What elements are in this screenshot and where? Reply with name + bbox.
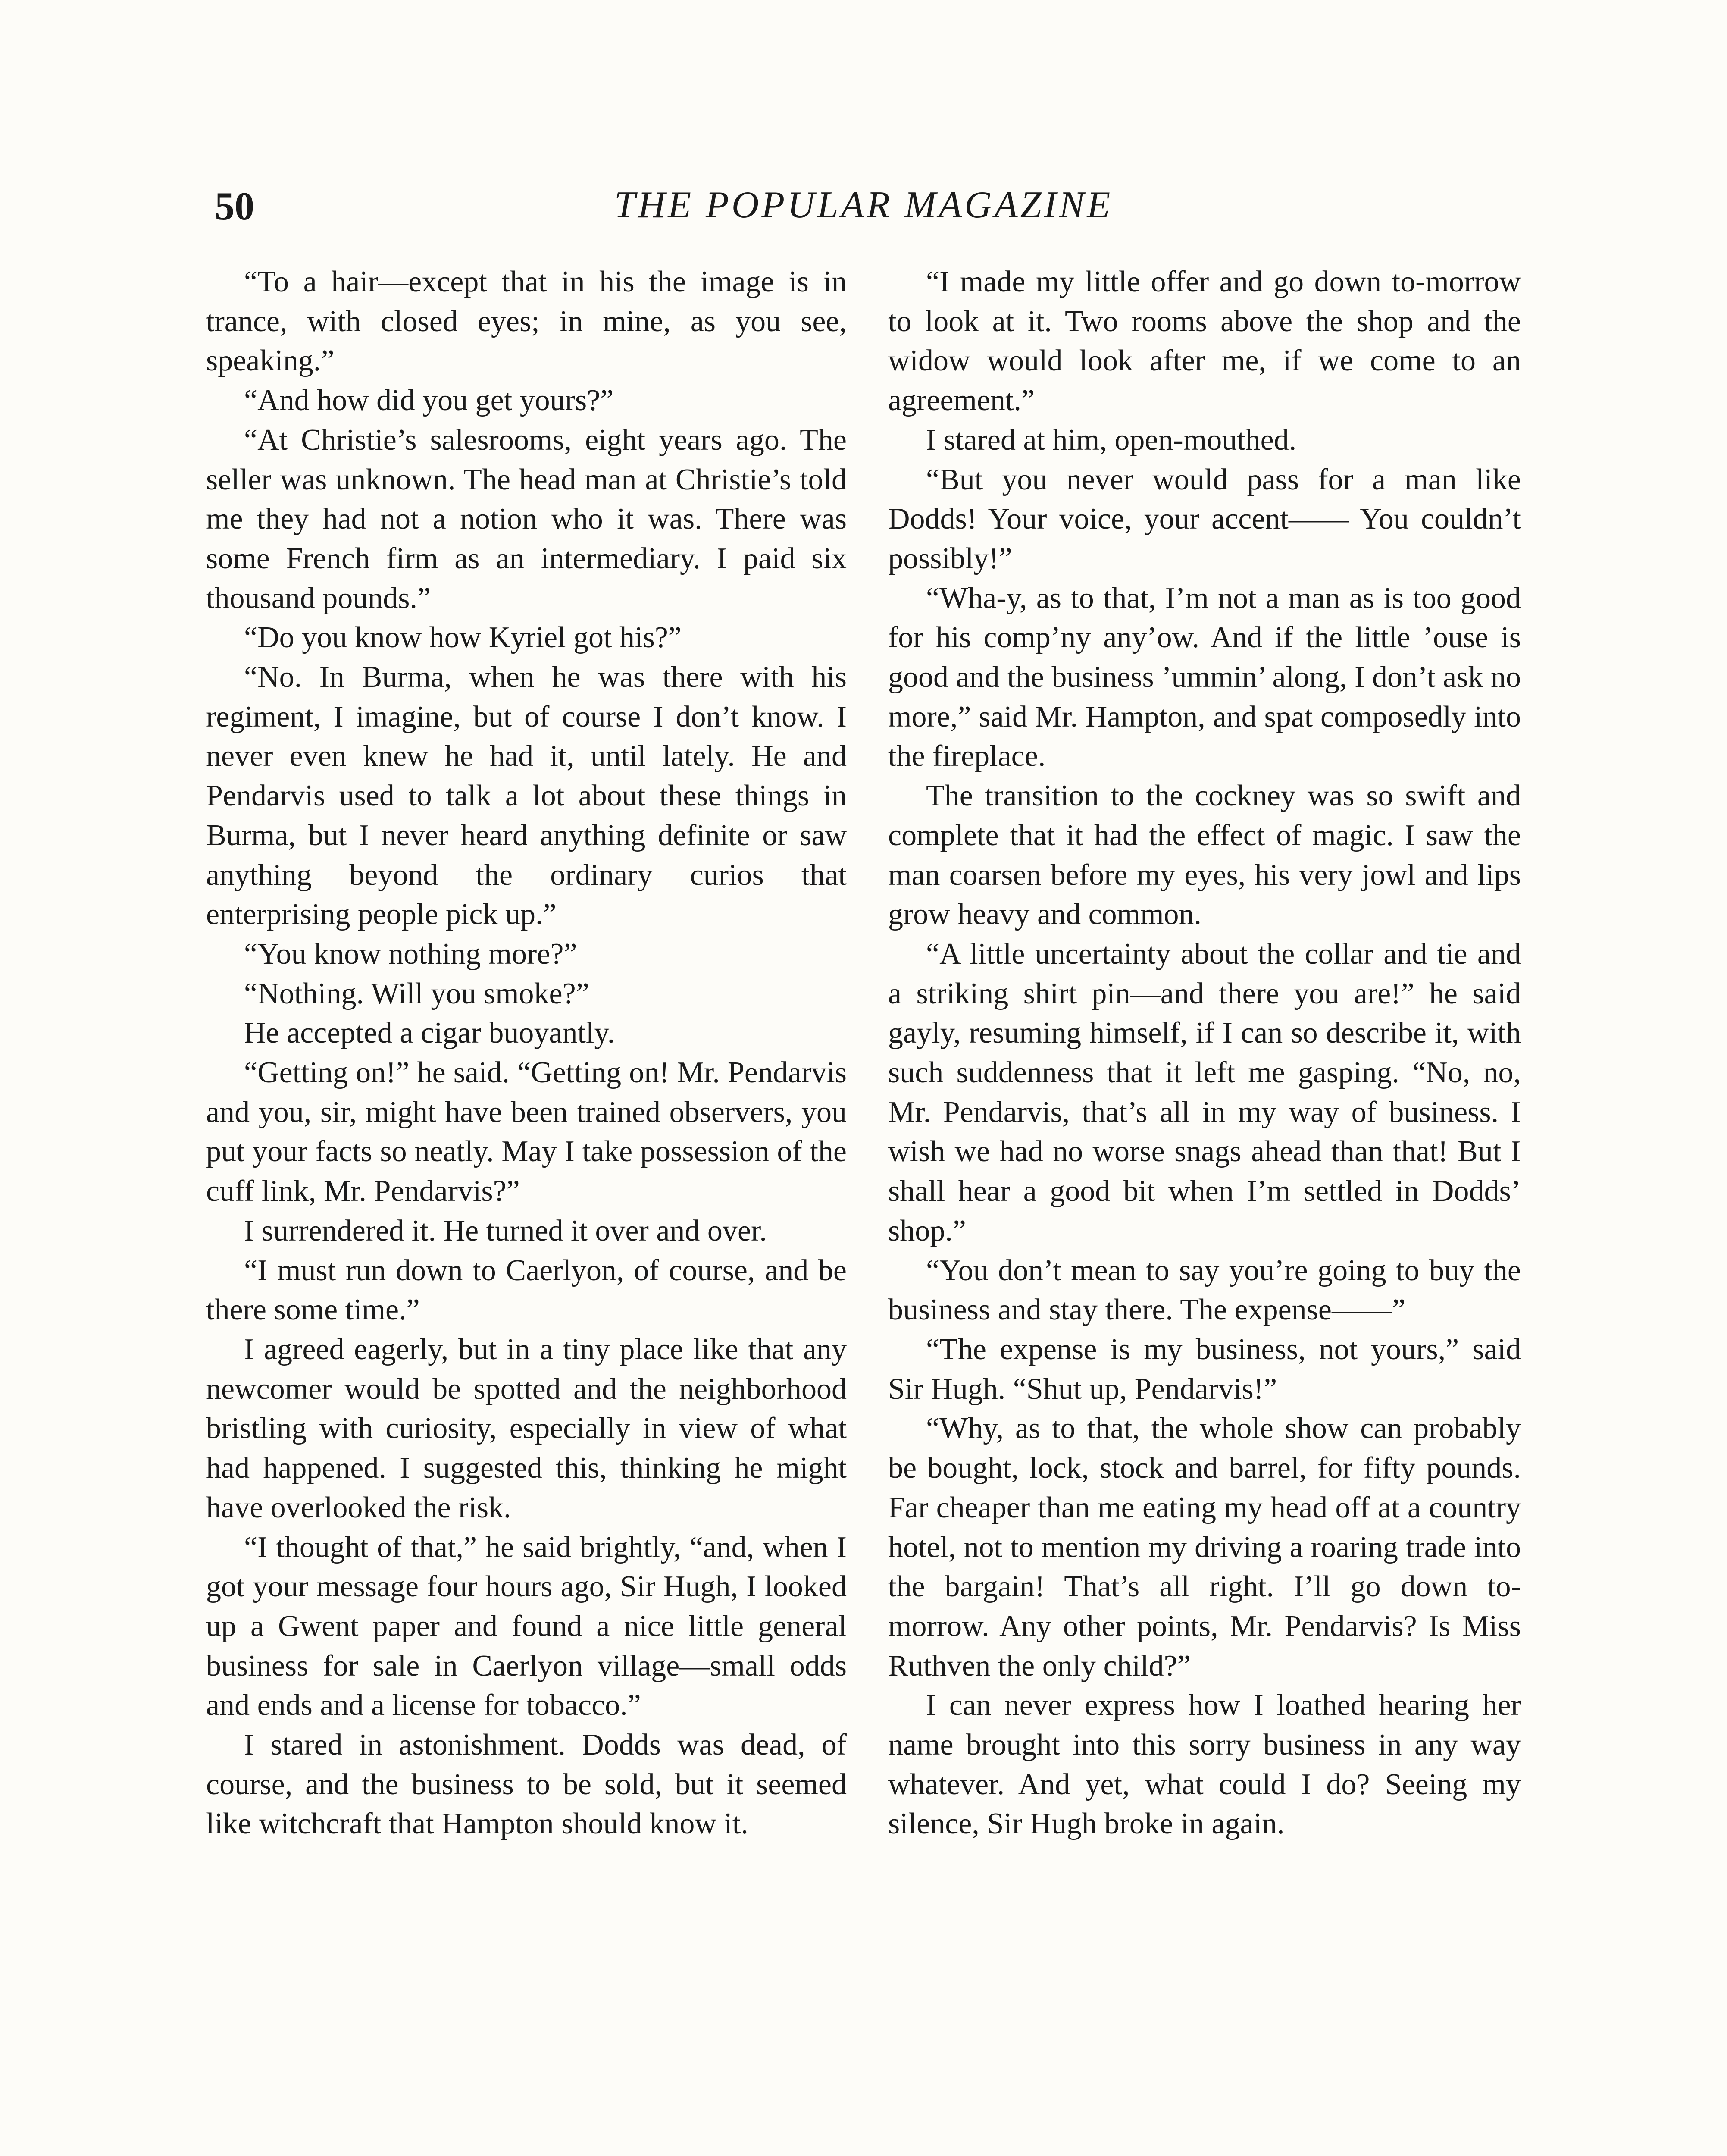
paragraph: “No. In Burma, when he was there with his regiment, I imagine, but of course I don’t know. I never even knew he had it, until lately. He and Pendarvis used to talk a lot about these things in Burma, but I never heard anything definite or saw anything beyond the ordinary curios that enterprising people pick up.” [206,661,847,931]
paragraph: “I thought of that,” he said brightly, “and, when I got your message four hours ago, Sir Hugh, I looked up a Gwent paper and found a nice little general business for sale in Caerlyon village—small odds and ends and a license for tobacco.” [206,1530,847,1722]
paragraph: I agreed eagerly, but in a tiny place like that any newcomer would be spotted and the neighborhood bristling with curiosity, especially in view of what had happened. I suggested this, thinking he might have overlooked the risk. [206,1332,847,1524]
paragraph: I stared in astonishment. Dodds was dead, of course, and the business to be sold, but it seemed like witchcraft that Hampton should know it. [206,1728,847,1841]
paragraph: “Getting on!” he said. “Getting on! Mr. Pendarvis and you, sir, might have been trained observers, you put your facts so neatly. May I take possession of the cuff link, Mr. Pendarvis?” [206,1056,847,1208]
paragraph: He accepted a cigar buoyantly. [244,1016,615,1050]
paragraph: “I must run down to Caerlyon, of course, and be there some time.” [206,1253,847,1327]
running-head: THE POPULAR MAGAZINE [614,184,1113,226]
paragraph: “But you never would pass for a man like Dodds! Your voice, your accent—— You couldn’t possibly!” [888,463,1521,575]
paragraph: “You know nothing more?” [244,937,577,971]
paragraph: “Wha-y, as to that, I’m not a man as is too good for his comp’ny any’ow. And if the little ’ouse is good and the business ’ummin’ along, I don’t ask no more,” said Mr. Hampton, and spat composedly into the fireplace. [888,581,1521,773]
paragraph: “The expense is my business, not yours,” said Sir Hugh. “Shut up, Pendarvis!” [888,1332,1521,1406]
paragraph: “Why, as to that, the whole show can probably be bought, lock, stock and barrel, for fifty pounds. Far cheaper than me eating my head off at a country hotel, not to mention my driving a roaring trade into the bargain! That’s all right. I’ll go down to-morrow. Any other points, Mr. Pendarvis? Is Miss Ruthven the only child?” [888,1412,1521,1683]
paragraph: I stared at him, open-mouthed. [926,423,1297,457]
paragraph: “At Christie’s salesrooms, eight years ago. The seller was unknown. The head man at Christie’s told me they had not a notion who it was. There was some French firm as an intermediary. I paid six thousand pounds.” [206,423,847,615]
paragraph: “A little uncertainty about the collar and tie and a striking shirt pin—and there you are!” he said gayly, resuming himself, if I can so describe it, with such suddenness that it left me gasping. “No, no, Mr. Pendarvis, that’s all in my way of business. I wish we had no worse snags ahead than that! But I shall hear a good bit when I’m settled in Dodds’ shop.” [888,937,1521,1247]
paragraph: “To a hair—except that in his the image is in trance, with closed eyes; in mine, as you see, speaking.” [206,265,847,378]
right-column [888,262,1521,1844]
paragraph: “Nothing. Will you smoke?” [244,977,589,1010]
paragraph: The transition to the cockney was so swift and complete that it had the effect of magic. I saw the man coarsen before my eyes, his very jowl and lips grow heavy and common. [888,779,1521,931]
paragraph: “You don’t mean to say you’re going to buy the business and stay there. The expense——” [888,1253,1521,1327]
paragraph: “I made my little offer and go down to-morrow to look at it. Two rooms above the shop and the widow would look after me, if we come to an agreement.” [888,265,1521,417]
paragraph: “And how did you get yours?” [244,384,614,417]
paragraph: I surrendered it. He turned it over and over. [244,1214,767,1247]
paragraph: “Do you know how Kyriel got his?” [244,621,682,655]
paragraph: I can never express how I loathed hearing her name brought into this sorry business in any way whatever. And yet, what could I do? Seeing my silence, Sir Hugh broke in again. [888,1689,1521,1841]
page-number: 50 [215,184,254,228]
left-column [206,262,847,1844]
